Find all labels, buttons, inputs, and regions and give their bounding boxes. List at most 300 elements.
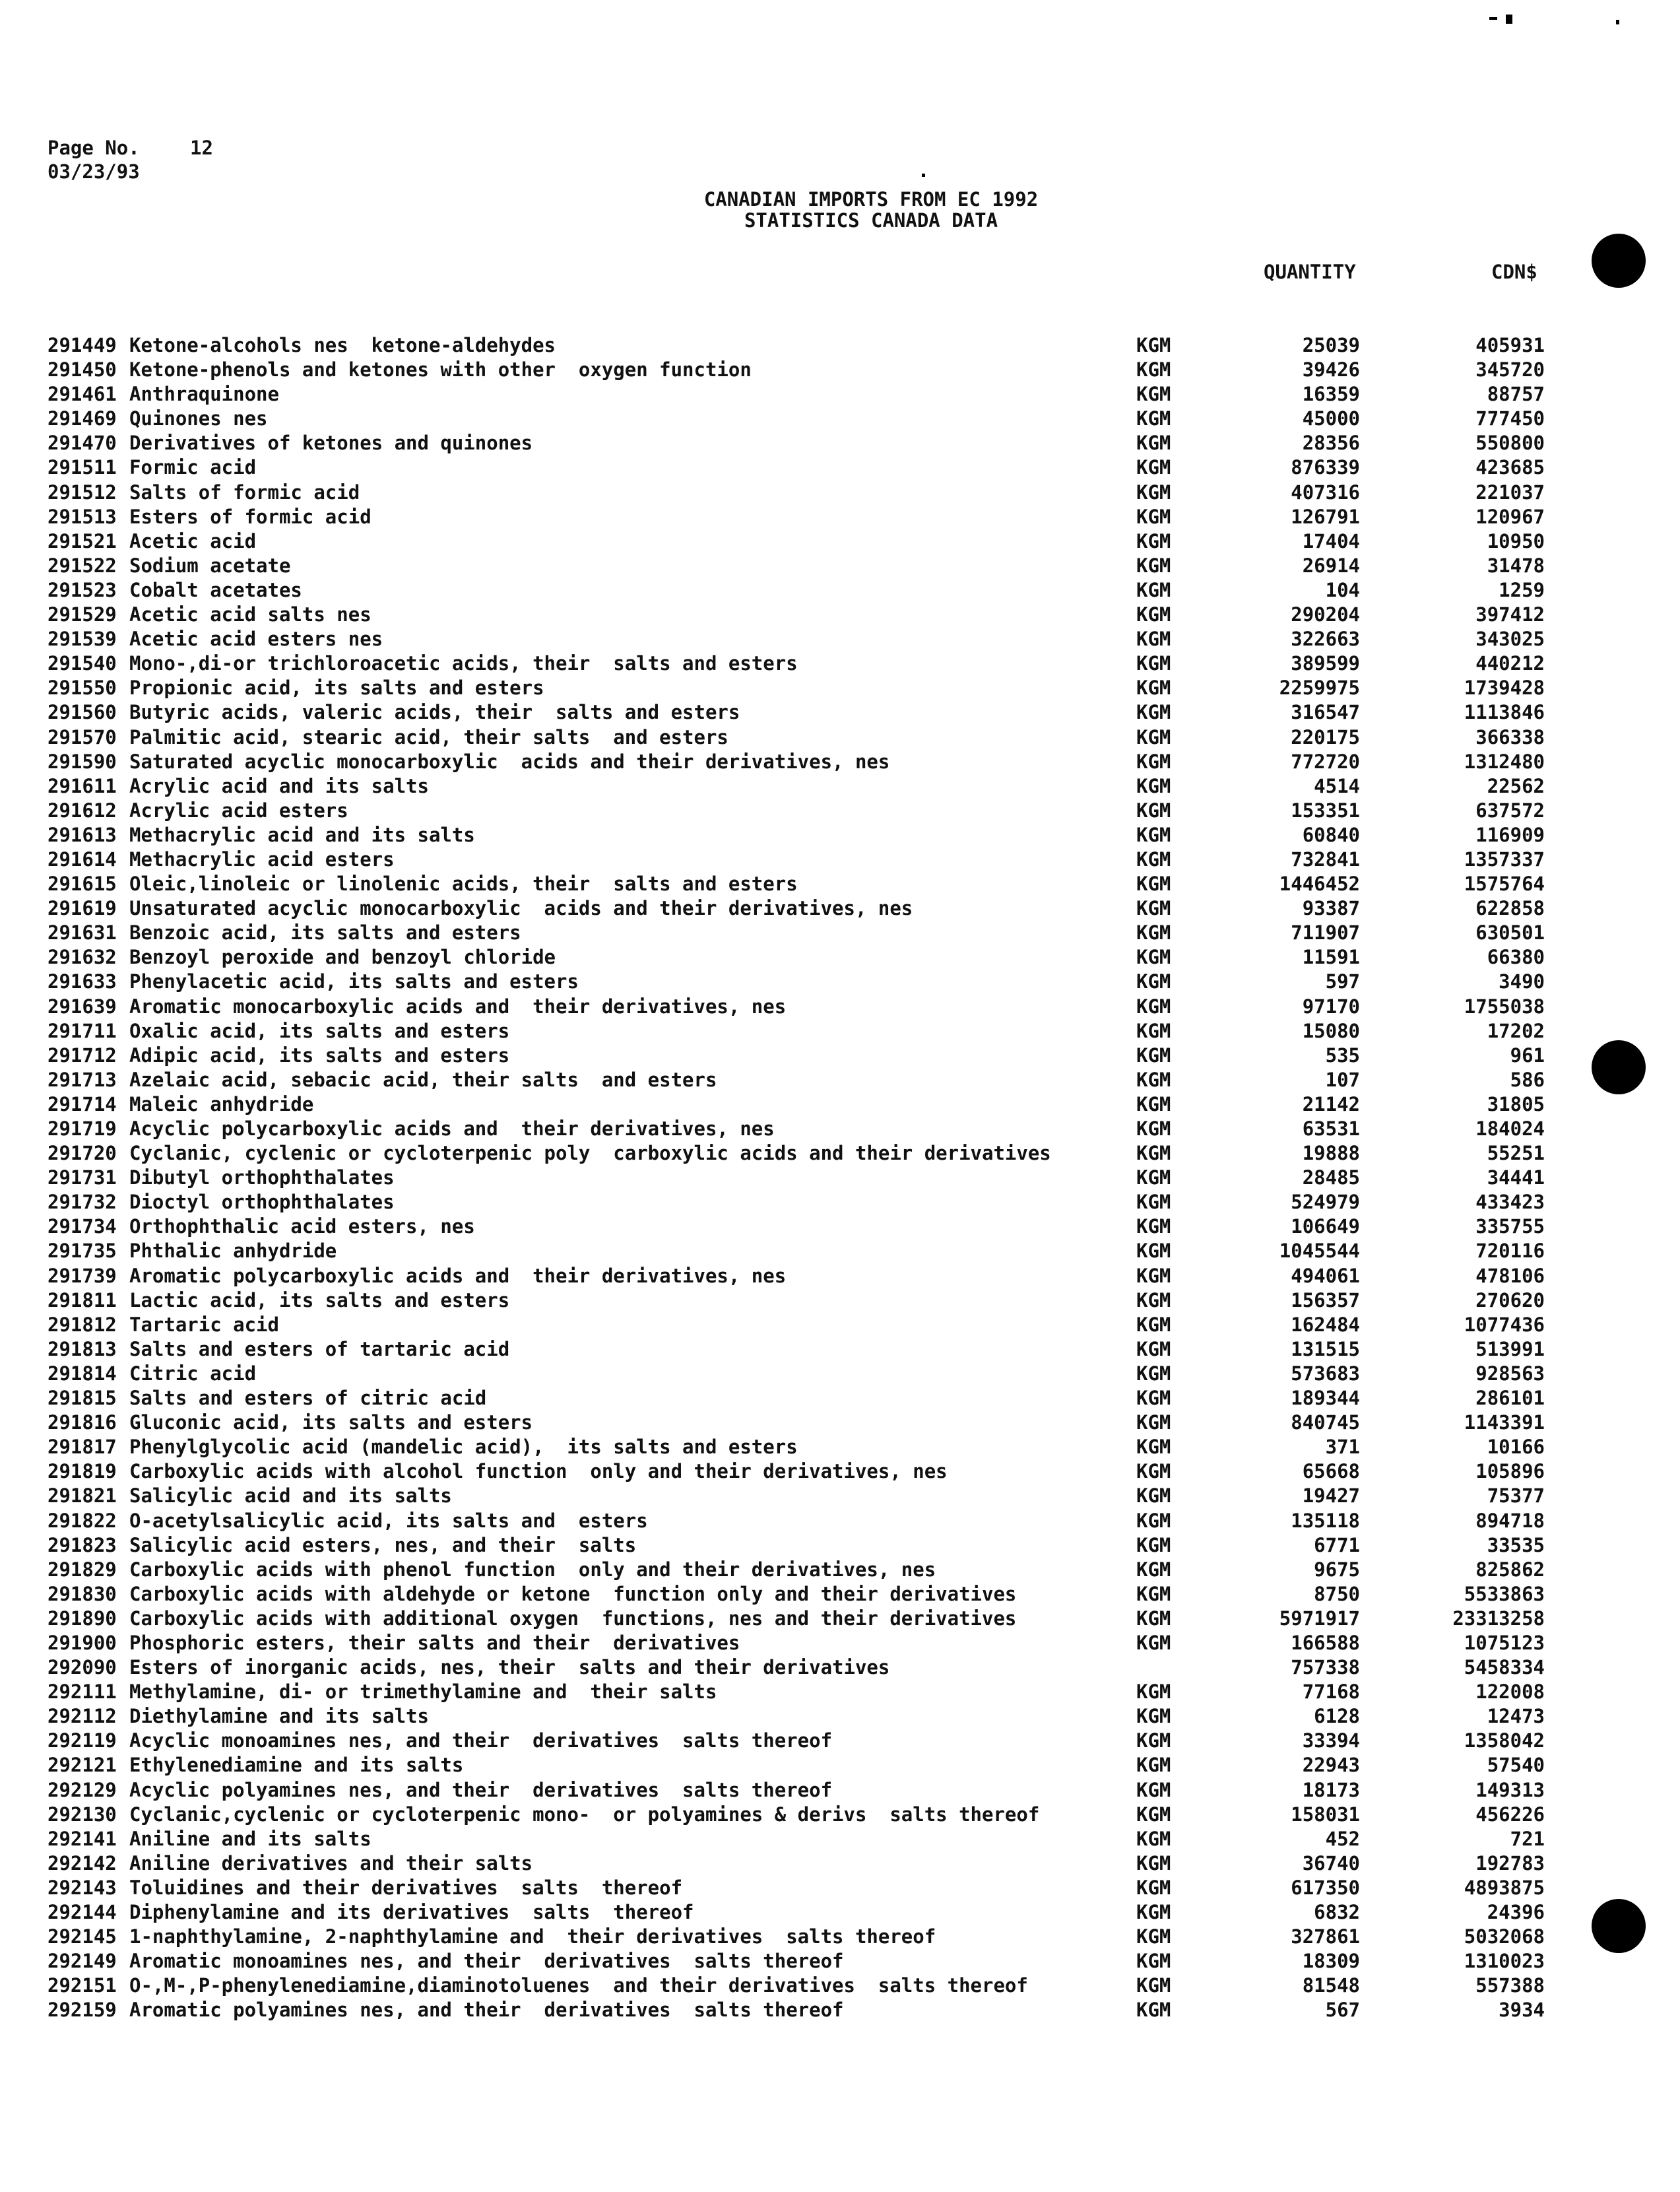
cdn-value: 423685	[1475, 456, 1545, 479]
unit-of-measure: KGM	[1136, 334, 1171, 356]
unit-of-measure: KGM	[1136, 1705, 1171, 1728]
quantity-value: 33394	[1302, 1729, 1360, 1752]
quantity-value: 65668	[1302, 1460, 1360, 1483]
commodity-description: Esters of inorganic acids, nes, their salts and their derivatives	[129, 1656, 890, 1679]
quantity-value: 18173	[1302, 1778, 1360, 1801]
quantity-value: 16359	[1302, 383, 1360, 406]
unit-of-measure: KGM	[1136, 1387, 1171, 1410]
quantity-value: 2259975	[1279, 677, 1360, 700]
unit-of-measure: KGM	[1136, 554, 1171, 577]
cdn-value: 286101	[1475, 1387, 1545, 1410]
commodity-code: 291739	[48, 1264, 117, 1287]
cdn-value: 31478	[1487, 554, 1545, 577]
unit-of-measure: KGM	[1136, 1876, 1171, 1899]
commodity-code: 292149	[48, 1950, 117, 1973]
cdn-value: 5032068	[1464, 1925, 1545, 1948]
commodity-code: 292090	[48, 1656, 117, 1679]
commodity-description: Salts and esters of citric acid	[129, 1387, 487, 1410]
cdn-value: 343025	[1475, 628, 1545, 651]
commodity-code: 291713	[48, 1068, 117, 1091]
table-row	[0, 1533, 1680, 1558]
cdn-value: 4893875	[1464, 1876, 1545, 1899]
cdn-value: 586	[1510, 1068, 1545, 1091]
commodity-code: 292141	[48, 1827, 117, 1850]
commodity-description: Phosphoric esters, their salts and their derivatives	[129, 1631, 740, 1654]
commodity-description: Methylamine, di- or trimethylamine and their salts	[129, 1680, 717, 1704]
quantity-value: 327861	[1291, 1925, 1360, 1948]
commodity-code: 291570	[48, 725, 117, 748]
unit-of-measure: KGM	[1136, 358, 1171, 382]
unit-of-measure: KGM	[1136, 1166, 1171, 1189]
commodity-code: 291450	[48, 358, 117, 382]
unit-of-measure: KGM	[1136, 383, 1171, 406]
unit-of-measure: KGM	[1136, 1754, 1171, 1777]
unit-of-measure: KGM	[1136, 1484, 1171, 1508]
unit-of-measure: KGM	[1136, 750, 1171, 773]
unit-of-measure: KGM	[1136, 1778, 1171, 1801]
quantity-value: 18309	[1302, 1950, 1360, 1973]
commodity-code: 291900	[48, 1631, 117, 1654]
commodity-description: Derivatives of ketones and quinones	[129, 432, 533, 455]
table-row	[0, 1214, 1680, 1239]
commodity-code: 291814	[48, 1362, 117, 1385]
unit-of-measure: KGM	[1136, 432, 1171, 455]
quantity-value: 389599	[1291, 652, 1360, 675]
unit-of-measure: KGM	[1136, 1999, 1171, 2022]
table-row	[0, 1900, 1680, 1925]
commodity-description: Salts and esters of tartaric acid	[129, 1337, 510, 1360]
commodity-code: 291512	[48, 481, 117, 504]
quantity-value: 711907	[1291, 921, 1360, 945]
unit-of-measure: KGM	[1136, 847, 1171, 871]
commodity-description: Salicylic acid esters, nes, and their salts	[129, 1533, 637, 1556]
commodity-description: Carboxylic acids with aldehyde or ketone function only and their derivatives	[129, 1582, 1017, 1605]
table-row	[0, 1459, 1680, 1484]
table-row	[0, 1313, 1680, 1337]
commodity-code: 292119	[48, 1729, 117, 1752]
commodity-description: O-,M-,P-phenylenediamine,diaminotoluenes and their derivatives salts thereof	[129, 1974, 1028, 1997]
quantity-value: 524979	[1291, 1191, 1360, 1214]
unit-of-measure: KGM	[1136, 995, 1171, 1018]
unit-of-measure: KGM	[1136, 1092, 1171, 1115]
commodity-description: Acetic acid	[129, 529, 257, 552]
quantity-value: 107	[1325, 1068, 1360, 1091]
table-row	[0, 554, 1680, 578]
cdn-value: 75377	[1487, 1484, 1545, 1508]
commodity-description: Carboxylic acids with additional oxygen functions, nes and their derivatives	[129, 1607, 1017, 1630]
commodity-code: 291821	[48, 1484, 117, 1508]
quantity-value: 617350	[1291, 1876, 1360, 1899]
commodity-code: 291823	[48, 1533, 117, 1556]
commodity-description: O-acetylsalicylic acid, its salts and esters	[129, 1509, 648, 1532]
unit-of-measure: KGM	[1136, 946, 1171, 969]
commodity-code: 292129	[48, 1778, 117, 1801]
commodity-code: 291469	[48, 407, 117, 430]
unit-of-measure: KGM	[1136, 1827, 1171, 1850]
commodity-code: 292112	[48, 1705, 117, 1728]
quantity-value: 290204	[1291, 603, 1360, 626]
commodity-description: Aromatic polycarboxylic acids and their derivatives, nes	[129, 1264, 787, 1287]
commodity-description: Azelaic acid, sebacic acid, their salts and esters	[129, 1068, 717, 1091]
unit-of-measure: KGM	[1136, 774, 1171, 797]
cdn-value: 1358042	[1464, 1729, 1545, 1752]
commodity-description: Formic acid	[129, 456, 257, 479]
commodity-description: Cyclanic, cyclenic or cycloterpenic poly carboxylic acids and their derivatives	[129, 1142, 1051, 1165]
quantity-value: 153351	[1291, 799, 1360, 822]
table-row	[0, 1655, 1680, 1680]
commodity-description: Acyclic monoamines nes, and their derivatives salts thereof	[129, 1729, 833, 1752]
commodity-code: 291714	[48, 1092, 117, 1115]
commodity-description: Butyric acids, valeric acids, their salts and esters	[129, 701, 740, 724]
report-title: CANADIAN IMPORTS FROM EC 1992	[703, 188, 1039, 211]
commodity-description: Gluconic acid, its salts and esters	[129, 1411, 533, 1434]
cdn-value: 33535	[1487, 1533, 1545, 1556]
table-row	[0, 578, 1680, 603]
unit-of-measure: KGM	[1136, 1191, 1171, 1214]
commodity-description: Aromatic polyamines nes, and their derivatives salts thereof	[129, 1999, 844, 2022]
unit-of-measure: KGM	[1136, 1631, 1171, 1654]
unit-of-measure: KGM	[1136, 1925, 1171, 1948]
cdn-value: 894718	[1475, 1509, 1545, 1532]
table-row	[0, 847, 1680, 872]
quantity-value: 17404	[1302, 529, 1360, 552]
commodity-description: Acyclic polyamines nes, and their derivatives salts thereof	[129, 1778, 833, 1801]
cdn-value: 22562	[1487, 774, 1545, 797]
speck	[1616, 20, 1619, 24]
table-row	[0, 945, 1680, 970]
unit-of-measure: KGM	[1136, 481, 1171, 504]
unit-of-measure: KGM	[1136, 1558, 1171, 1581]
table-row	[0, 1239, 1680, 1263]
cdn-value: 120967	[1475, 505, 1545, 528]
commodity-code: 291614	[48, 847, 117, 871]
quantity-value: 28485	[1302, 1166, 1360, 1189]
cdn-value: 5458334	[1464, 1656, 1545, 1679]
commodity-code: 291815	[48, 1387, 117, 1410]
table-row	[0, 1435, 1680, 1459]
table-row	[0, 1925, 1680, 1949]
commodity-code: 291712	[48, 1044, 117, 1067]
table-row	[0, 1582, 1680, 1607]
commodity-description: Oleic,linoleic or linolenic acids, their salts and esters	[129, 873, 798, 896]
cdn-value: 1755038	[1464, 995, 1545, 1018]
commodity-description: Cobalt acetates	[129, 578, 302, 601]
cdn-value: 270620	[1475, 1288, 1545, 1312]
commodity-description: Dioctyl orthophthalates	[129, 1191, 395, 1214]
quantity-value: 131515	[1291, 1337, 1360, 1360]
cdn-value: 550800	[1475, 432, 1545, 455]
quantity-value: 77168	[1302, 1680, 1360, 1704]
commodity-code: 291550	[48, 677, 117, 700]
commodity-description: Orthophthalic acid esters, nes	[129, 1215, 475, 1238]
commodity-description: Ketone-alcohols nes ketone-aldehydes	[129, 334, 556, 356]
report-subtitle: STATISTICS CANADA DATA	[744, 209, 998, 232]
commodity-description: Methacrylic acid and its salts	[129, 823, 475, 846]
commodity-description: Lactic acid, its salts and esters	[129, 1288, 510, 1312]
commodity-code: 291522	[48, 554, 117, 577]
commodity-code: 291633	[48, 970, 117, 993]
cdn-value: 637572	[1475, 799, 1545, 822]
unit-of-measure: KGM	[1136, 1901, 1171, 1923]
quantity-value: 535	[1325, 1044, 1360, 1067]
quantity-value: 135118	[1291, 1509, 1360, 1532]
commodity-description: Diphenylamine and its derivatives salts thereof	[129, 1901, 694, 1923]
table-row	[0, 1851, 1680, 1876]
quantity-column-header: QUANTITY	[1264, 261, 1356, 283]
commodity-description: Carboxylic acids with phenol function only and their derivatives, nes	[129, 1558, 936, 1581]
commodity-code: 291513	[48, 505, 117, 528]
speck	[1506, 15, 1512, 24]
table-row	[0, 1631, 1680, 1655]
commodity-code: 291611	[48, 774, 117, 797]
unit-of-measure: KGM	[1136, 1362, 1171, 1385]
commodity-description: Aniline and its salts	[129, 1827, 372, 1850]
table-row	[0, 407, 1680, 431]
commodity-description: Toluidines and their derivatives salts thereof	[129, 1876, 683, 1899]
cdn-value: 1310023	[1464, 1950, 1545, 1973]
table-row	[0, 1166, 1680, 1190]
commodity-description: Mono-,di-or trichloroacetic acids, their salts and esters	[129, 652, 798, 675]
unit-of-measure: KGM	[1136, 1533, 1171, 1556]
cdn-value: 149313	[1475, 1778, 1545, 1801]
unit-of-measure: KGM	[1136, 921, 1171, 945]
cdn-value: 184024	[1475, 1117, 1545, 1140]
cdn-value: 630501	[1475, 921, 1545, 945]
quantity-value: 567	[1325, 1999, 1360, 2022]
cdn-value: 397412	[1475, 603, 1545, 626]
unit-of-measure: KGM	[1136, 578, 1171, 601]
quantity-value: 81548	[1302, 1974, 1360, 1997]
table-row	[0, 431, 1680, 455]
cdn-value: 17202	[1487, 1019, 1545, 1042]
unit-of-measure: KGM	[1136, 1582, 1171, 1605]
quantity-value: 452	[1325, 1827, 1360, 1850]
commodity-code: 291829	[48, 1558, 117, 1581]
cdn-value: 10950	[1487, 529, 1545, 552]
unit-of-measure: KGM	[1136, 1436, 1171, 1459]
cdn-value: 622858	[1475, 897, 1545, 920]
quantity-value: 158031	[1291, 1803, 1360, 1826]
commodity-description: Oxalic acid, its salts and esters	[129, 1019, 510, 1042]
cdn-value: 825862	[1475, 1558, 1545, 1581]
table-row	[0, 1803, 1680, 1827]
quantity-value: 26914	[1302, 554, 1360, 577]
table-row	[0, 1264, 1680, 1288]
unit-of-measure: KGM	[1136, 1851, 1171, 1875]
commodity-code: 292121	[48, 1754, 117, 1777]
table-row	[0, 1974, 1680, 1998]
quantity-value: 840745	[1291, 1411, 1360, 1434]
cdn-value: 122008	[1475, 1680, 1545, 1704]
quantity-value: 8750	[1314, 1582, 1360, 1605]
commodity-code: 291560	[48, 701, 117, 724]
table-row	[0, 1288, 1680, 1313]
table-row	[0, 1827, 1680, 1851]
quantity-value: 39426	[1302, 358, 1360, 382]
unit-of-measure: KGM	[1136, 1240, 1171, 1263]
commodity-description: Aniline derivatives and their salts	[129, 1851, 533, 1875]
commodity-code: 291812	[48, 1313, 117, 1336]
commodity-description: Phenylacetic acid, its salts and esters	[129, 970, 579, 993]
table-row	[0, 1729, 1680, 1753]
commodity-code: 292144	[48, 1901, 117, 1923]
table-row	[0, 358, 1680, 382]
table-row	[0, 970, 1680, 994]
commodity-description: Quinones nes	[129, 407, 268, 430]
commodity-code: 291890	[48, 1607, 117, 1630]
commodity-code: 291449	[48, 334, 117, 356]
cdn-value: 3934	[1499, 1999, 1545, 2022]
cdn-value: 31805	[1487, 1092, 1545, 1115]
cdn-value: 12473	[1487, 1705, 1545, 1728]
punch-hole	[1592, 234, 1646, 288]
unit-of-measure: KGM	[1136, 407, 1171, 430]
cdn-value: 777450	[1475, 407, 1545, 430]
quantity-value: 407316	[1291, 481, 1360, 504]
unit-of-measure: KGM	[1136, 725, 1171, 748]
commodity-description: Sodium acetate	[129, 554, 291, 577]
cdn-value: 88757	[1487, 383, 1545, 406]
quantity-value: 9675	[1314, 1558, 1360, 1581]
quantity-value: 1446452	[1279, 873, 1360, 896]
unit-of-measure: KGM	[1136, 1411, 1171, 1434]
cdn-value: 1143391	[1464, 1411, 1545, 1434]
unit-of-measure: KGM	[1136, 1264, 1171, 1287]
unit-of-measure: KGM	[1136, 1803, 1171, 1826]
commodity-description: 1-naphthylamine, 2-naphthylamine and their derivatives salts thereof	[129, 1925, 936, 1948]
quantity-value: 1045544	[1279, 1240, 1360, 1263]
quantity-value: 6832	[1314, 1901, 1360, 1923]
table-row	[0, 1998, 1680, 2022]
quantity-value: 36740	[1302, 1851, 1360, 1875]
unit-of-measure: KGM	[1136, 970, 1171, 993]
table-row	[0, 1704, 1680, 1729]
table-row	[0, 1607, 1680, 1631]
cdn-value: 557388	[1475, 1974, 1545, 1997]
table-row	[0, 774, 1680, 799]
table-row	[0, 1117, 1680, 1141]
commodity-code: 291811	[48, 1288, 117, 1312]
table-row	[0, 651, 1680, 676]
commodity-code: 291711	[48, 1019, 117, 1042]
commodity-description: Anthraquinone	[129, 383, 279, 406]
table-row	[0, 1092, 1680, 1117]
unit-of-measure: KGM	[1136, 1117, 1171, 1140]
cdn-value: 24396	[1487, 1901, 1545, 1923]
cdn-value: 5533863	[1464, 1582, 1545, 1605]
commodity-description: Ketone-phenols and ketones with other oxygen function	[129, 358, 752, 382]
table-row	[0, 1876, 1680, 1900]
unit-of-measure: KGM	[1136, 823, 1171, 846]
quantity-value: 156357	[1291, 1288, 1360, 1312]
table-row	[0, 1949, 1680, 1974]
commodity-description: Benzoyl peroxide and benzoyl chloride	[129, 946, 556, 969]
cdn-value: 1077436	[1464, 1313, 1545, 1336]
commodity-code: 291461	[48, 383, 117, 406]
quantity-value: 104	[1325, 578, 1360, 601]
cdn-value: 57540	[1487, 1754, 1545, 1777]
commodity-description: Palmitic acid, stearic acid, their salts and esters	[129, 725, 728, 748]
commodity-code: 291521	[48, 529, 117, 552]
cdn-value: 105896	[1475, 1460, 1545, 1483]
table-row	[0, 382, 1680, 407]
commodity-description: Diethylamine and its salts	[129, 1705, 429, 1728]
commodity-code: 291735	[48, 1240, 117, 1263]
commodity-description: Propionic acid, its salts and esters	[129, 677, 544, 700]
commodity-description: Acetic acid esters nes	[129, 628, 383, 651]
quantity-value: 494061	[1291, 1264, 1360, 1287]
unit-of-measure: KGM	[1136, 1950, 1171, 1973]
unit-of-measure: KGM	[1136, 701, 1171, 724]
commodity-code: 291523	[48, 578, 117, 601]
commodity-code: 291540	[48, 652, 117, 675]
table-row	[0, 455, 1680, 480]
quantity-value: 6771	[1314, 1533, 1360, 1556]
table-row	[0, 1558, 1680, 1582]
quantity-value: 597	[1325, 970, 1360, 993]
unit-of-measure: KGM	[1136, 628, 1171, 651]
commodity-description: Phenylglycolic acid (mandelic acid), its salts and esters	[129, 1436, 798, 1459]
commodity-code: 291632	[48, 946, 117, 969]
commodity-code: 291732	[48, 1191, 117, 1214]
unit-of-measure: KGM	[1136, 799, 1171, 822]
commodity-code: 292142	[48, 1851, 117, 1875]
unit-of-measure: KGM	[1136, 1044, 1171, 1067]
page-label: Page No.	[48, 137, 140, 159]
commodity-description: Aromatic monocarboxylic acids and their derivatives, nes	[129, 995, 787, 1018]
cdn-value: 928563	[1475, 1362, 1545, 1385]
commodity-code: 291613	[48, 823, 117, 846]
cdn-value: 66380	[1487, 946, 1545, 969]
table-row	[0, 627, 1680, 651]
quantity-value: 220175	[1291, 725, 1360, 748]
commodity-description: Esters of formic acid	[129, 505, 372, 528]
unit-of-measure: KGM	[1136, 1288, 1171, 1312]
table-row	[0, 896, 1680, 921]
quantity-value: 371	[1325, 1436, 1360, 1459]
unit-of-measure: KGM	[1136, 897, 1171, 920]
commodity-code: 291539	[48, 628, 117, 651]
quantity-value: 4514	[1314, 774, 1360, 797]
unit-of-measure: KGM	[1136, 1607, 1171, 1630]
quantity-value: 573683	[1291, 1362, 1360, 1385]
table-row	[0, 1509, 1680, 1533]
unit-of-measure: KGM	[1136, 1019, 1171, 1042]
commodity-code: 291529	[48, 603, 117, 626]
cdn-value: 456226	[1475, 1803, 1545, 1826]
speck	[1489, 17, 1497, 20]
commodity-code: 291731	[48, 1166, 117, 1189]
table-row	[0, 1044, 1680, 1068]
commodity-description: Cyclanic,cyclenic or cycloterpenic mono- or polyamines & derivs salts thereof	[129, 1803, 1040, 1826]
commodity-code: 291615	[48, 873, 117, 896]
quantity-value: 63531	[1302, 1117, 1360, 1140]
commodity-description: Methacrylic acid esters	[129, 847, 395, 871]
quantity-value: 316547	[1291, 701, 1360, 724]
cdn-value: 335755	[1475, 1215, 1545, 1238]
unit-of-measure: KGM	[1136, 603, 1171, 626]
unit-of-measure: KGM	[1136, 529, 1171, 552]
commodity-code: 291590	[48, 750, 117, 773]
commodity-description: Acrylic acid and its salts	[129, 774, 429, 797]
cdn-value: 116909	[1475, 823, 1545, 846]
table-row	[0, 799, 1680, 823]
commodity-description: Acrylic acid esters	[129, 799, 348, 822]
commodity-code: 291612	[48, 799, 117, 822]
table-row	[0, 603, 1680, 627]
commodity-code: 291819	[48, 1460, 117, 1483]
commodity-code: 292111	[48, 1680, 117, 1704]
